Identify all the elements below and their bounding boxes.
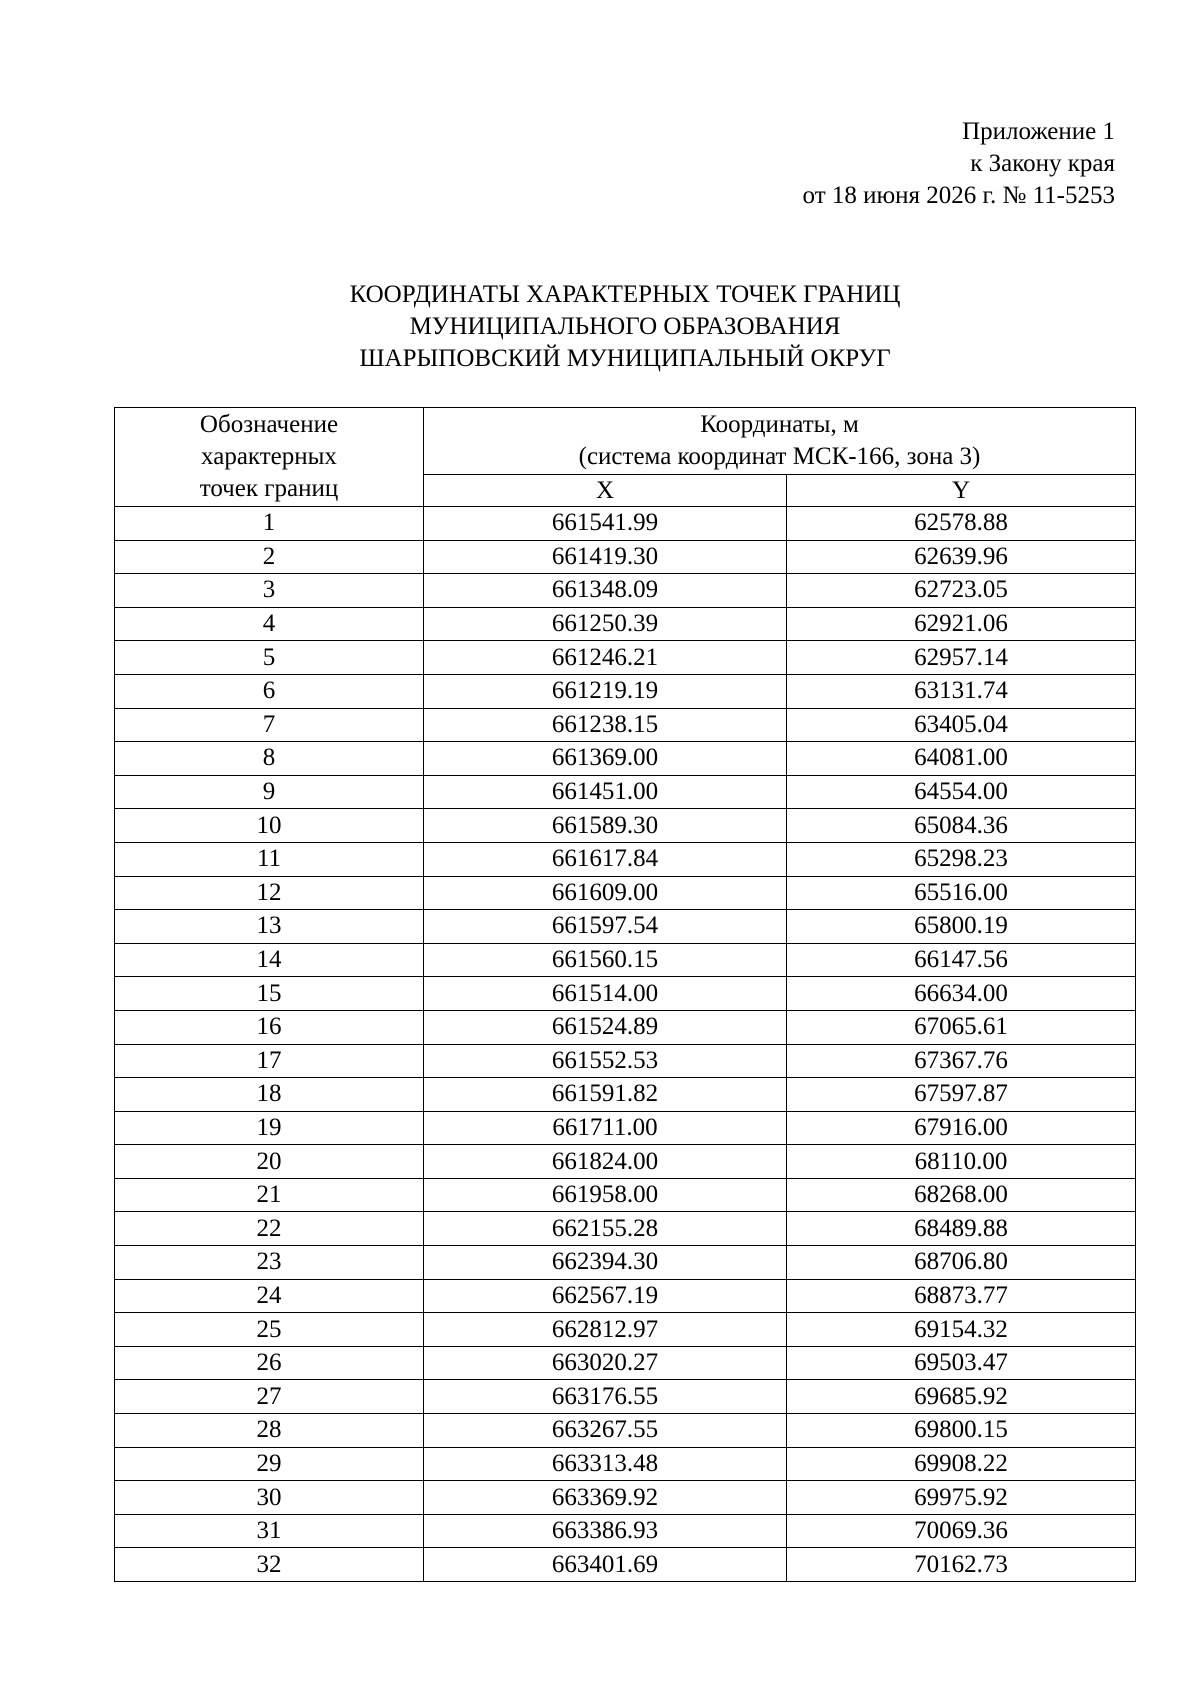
point-number-cell: 12 [115, 876, 424, 910]
point-number-cell: 23 [115, 1246, 424, 1280]
table-row [115, 1414, 1136, 1448]
y-coordinate-cell: 66634.00 [787, 977, 1136, 1011]
point-number-cell: 10 [115, 809, 424, 843]
table-row [115, 574, 1136, 608]
document-title [115, 279, 1135, 375]
y-coordinate-cell: 69800.15 [787, 1414, 1136, 1448]
x-coordinate-cell: 662567.19 [424, 1279, 787, 1313]
y-coordinate-cell: 63405.04 [787, 708, 1136, 742]
table-row [115, 1346, 1136, 1380]
point-number-cell: 16 [115, 1010, 424, 1044]
appendix-number: Приложение 1 [962, 118, 1115, 145]
point-number-cell: 19 [115, 1111, 424, 1145]
coordinates-column-header [424, 408, 1136, 475]
point-number-cell: 4 [115, 607, 424, 641]
table-row [115, 607, 1136, 641]
table-row [115, 1178, 1136, 1212]
table-row [115, 876, 1136, 910]
y-coordinate-cell: 69154.32 [787, 1313, 1136, 1347]
x-coordinate-cell: 662155.28 [424, 1212, 787, 1246]
x-coordinate-cell: 661219.19 [424, 674, 787, 708]
y-coordinate-cell: 66147.56 [787, 943, 1136, 977]
x-coordinate-cell: 661589.30 [424, 809, 787, 843]
y-coordinate-cell: 70069.36 [787, 1514, 1136, 1548]
table-row [115, 977, 1136, 1011]
x-coordinate-cell: 661238.15 [424, 708, 787, 742]
title-line-3: ШАРЫПОВСКИЙ МУНИЦИПАЛЬНЫЙ ОКРУГ [359, 345, 891, 372]
table-row [115, 1481, 1136, 1515]
x-coordinate-cell: 663267.55 [424, 1414, 787, 1448]
point-number-cell: 9 [115, 775, 424, 809]
point-number-cell: 8 [115, 742, 424, 776]
table-row [115, 507, 1136, 541]
y-coordinate-cell: 67065.61 [787, 1010, 1136, 1044]
table-row [115, 1279, 1136, 1313]
table-row [115, 1044, 1136, 1078]
point-number-cell: 20 [115, 1145, 424, 1179]
y-coordinate-cell: 68268.00 [787, 1178, 1136, 1212]
points-header-line-3: точек границ [199, 475, 339, 502]
y-coordinate-cell: 67597.87 [787, 1078, 1136, 1112]
point-number-cell: 27 [115, 1380, 424, 1414]
x-coordinate-cell: 662394.30 [424, 1246, 787, 1280]
y-coordinate-cell: 69685.92 [787, 1380, 1136, 1414]
x-coordinate-cell: 663313.48 [424, 1447, 787, 1481]
x-coordinate-cell: 661369.00 [424, 742, 787, 776]
point-number-cell: 24 [115, 1279, 424, 1313]
point-number-cell: 26 [115, 1346, 424, 1380]
table-row [115, 1447, 1136, 1481]
point-number-cell: 32 [115, 1548, 424, 1582]
coordinates-table [114, 407, 1136, 1582]
point-number-cell: 17 [115, 1044, 424, 1078]
table-row [115, 708, 1136, 742]
y-coordinate-cell: 62723.05 [787, 574, 1136, 608]
point-number-cell: 1 [115, 507, 424, 541]
y-coordinate-cell: 69908.22 [787, 1447, 1136, 1481]
points-header-line-1: Обозначение [199, 411, 339, 438]
title-line-1: КООРДИНАТЫ ХАРАКТЕРНЫХ ТОЧЕК ГРАНИЦ [349, 281, 901, 308]
point-number-cell: 2 [115, 540, 424, 574]
y-coordinate-cell: 67367.76 [787, 1044, 1136, 1078]
point-number-cell: 30 [115, 1481, 424, 1515]
point-number-cell: 29 [115, 1447, 424, 1481]
x-coordinate-cell: 661617.84 [424, 842, 787, 876]
point-number-cell: 11 [115, 842, 424, 876]
x-coordinate-cell: 661419.30 [424, 540, 787, 574]
appendix-reference [803, 116, 1115, 212]
table-row [115, 641, 1136, 675]
points-header-line-2: характерных [201, 443, 337, 470]
appendix-date: от 18 июня 2026 г. № 11-5253 [802, 182, 1115, 209]
y-coordinate-cell: 70162.73 [787, 1548, 1136, 1582]
table-row [115, 1145, 1136, 1179]
x-coordinate-cell: 661609.00 [424, 876, 787, 910]
y-coordinate-cell: 68706.80 [787, 1246, 1136, 1280]
y-coordinate-cell: 68110.00 [787, 1145, 1136, 1179]
table-row [115, 1313, 1136, 1347]
y-coordinate-cell: 64554.00 [787, 775, 1136, 809]
y-coordinate-cell: 65800.19 [787, 910, 1136, 944]
coords-header-line-1: Координаты, м [700, 411, 859, 438]
table-row [115, 1548, 1136, 1582]
table-row [115, 1010, 1136, 1044]
point-number-cell: 28 [115, 1414, 424, 1448]
x-coordinate-cell: 661514.00 [424, 977, 787, 1011]
y-coordinate-cell: 69975.92 [787, 1481, 1136, 1515]
y-coordinate-cell: 62921.06 [787, 607, 1136, 641]
x-coordinate-cell: 661541.99 [424, 507, 787, 541]
x-coordinate-cell: 663401.69 [424, 1548, 787, 1582]
x-coordinate-cell: 661958.00 [424, 1178, 787, 1212]
x-coordinate-cell: 663369.92 [424, 1481, 787, 1515]
point-number-cell: 13 [115, 910, 424, 944]
appendix-law: к Закону края [970, 150, 1115, 177]
y-coordinate-cell: 65298.23 [787, 842, 1136, 876]
table-row [115, 910, 1136, 944]
y-coordinate-cell: 65516.00 [787, 876, 1136, 910]
x-coordinate-cell: 661711.00 [424, 1111, 787, 1145]
table-row [115, 742, 1136, 776]
table-row [115, 1514, 1136, 1548]
point-number-cell: 7 [115, 708, 424, 742]
y-coordinate-cell: 69503.47 [787, 1346, 1136, 1380]
point-number-cell: 5 [115, 641, 424, 675]
x-coordinate-cell: 661597.54 [424, 910, 787, 944]
y-coordinate-cell: 68489.88 [787, 1212, 1136, 1246]
table-header [115, 408, 1136, 507]
x-coordinate-cell: 663020.27 [424, 1346, 787, 1380]
point-number-cell: 6 [115, 674, 424, 708]
y-coordinate-cell: 64081.00 [787, 742, 1136, 776]
table-row [115, 1212, 1136, 1246]
table-row [115, 1078, 1136, 1112]
x-coordinate-cell: 661591.82 [424, 1078, 787, 1112]
table-row [115, 842, 1136, 876]
x-coordinate-cell: 661250.39 [424, 607, 787, 641]
x-coordinate-cell: 663176.55 [424, 1380, 787, 1414]
x-coordinate-cell: 661451.00 [424, 775, 787, 809]
point-number-cell: 22 [115, 1212, 424, 1246]
x-coordinate-cell: 661524.89 [424, 1010, 787, 1044]
points-column-header [115, 408, 424, 507]
y-coordinate-cell: 62957.14 [787, 641, 1136, 675]
table-row [115, 943, 1136, 977]
table-row [115, 1246, 1136, 1280]
x-column-header: X [424, 475, 787, 507]
title-line-2: МУНИЦИПАЛЬНОГО ОБРАЗОВАНИЯ [409, 313, 841, 340]
x-coordinate-cell: 663386.93 [424, 1514, 787, 1548]
y-coordinate-cell: 65084.36 [787, 809, 1136, 843]
y-coordinate-cell: 67916.00 [787, 1111, 1136, 1145]
table-row [115, 809, 1136, 843]
table-row [115, 674, 1136, 708]
x-coordinate-cell: 661560.15 [424, 943, 787, 977]
table-body [115, 507, 1136, 1582]
point-number-cell: 31 [115, 1514, 424, 1548]
x-coordinate-cell: 661246.21 [424, 641, 787, 675]
y-coordinate-cell: 62578.88 [787, 507, 1136, 541]
y-coordinate-cell: 63131.74 [787, 674, 1136, 708]
x-coordinate-cell: 661552.53 [424, 1044, 787, 1078]
x-coordinate-cell: 662812.97 [424, 1313, 787, 1347]
point-number-cell: 25 [115, 1313, 424, 1347]
point-number-cell: 21 [115, 1178, 424, 1212]
coords-header-line-2: (система координат МСК-166, зона 3) [578, 443, 981, 470]
point-number-cell: 15 [115, 977, 424, 1011]
point-number-cell: 3 [115, 574, 424, 608]
y-coordinate-cell: 62639.96 [787, 540, 1136, 574]
y-column-header: Y [787, 475, 1136, 507]
x-coordinate-cell: 661348.09 [424, 574, 787, 608]
table-row [115, 1111, 1136, 1145]
table-row [115, 1380, 1136, 1414]
x-coordinate-cell: 661824.00 [424, 1145, 787, 1179]
table-row [115, 540, 1136, 574]
table-row [115, 775, 1136, 809]
point-number-cell: 14 [115, 943, 424, 977]
y-coordinate-cell: 68873.77 [787, 1279, 1136, 1313]
point-number-cell: 18 [115, 1078, 424, 1112]
